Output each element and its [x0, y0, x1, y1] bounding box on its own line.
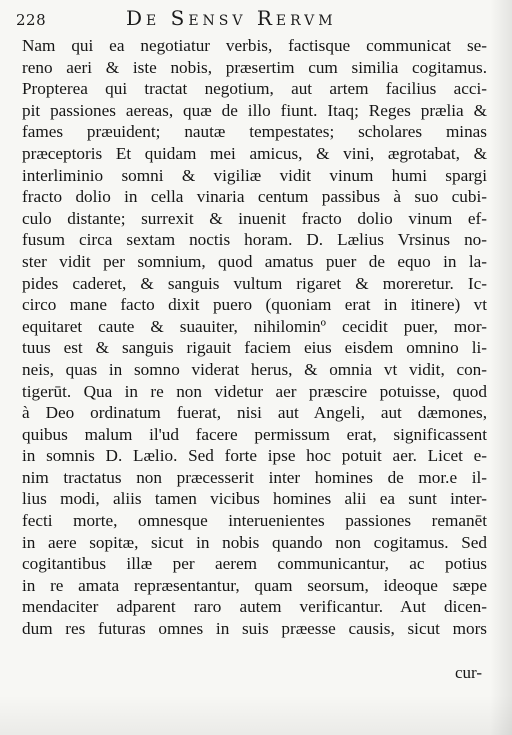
text-line: tigerūt. Qua in re non videtur aer præscire potuisse, quod: [22, 381, 487, 401]
text-line: mendaciter adparent raro autem verificantur. Aut dicen-: [22, 597, 487, 617]
text-line: in aere sopitæ, sicut in nobis quando non cogitamus. Sed: [22, 532, 487, 552]
text-line: præceptoris Et quidam mei amicus, & vini, ægrotabat, &: [22, 143, 487, 163]
text-line: reno aeri & iste nobis, præsertim cum similia cogitamus.: [22, 57, 487, 77]
text-line: equitaret caute & suauiter, nihilominº cecidit puer, mor-: [22, 316, 487, 336]
text-line: pit passiones aereas, quæ de illo fiunt. Itaq; Reges prælia &: [22, 100, 487, 120]
page-edge-shadow: [490, 0, 512, 735]
text-line: fecti morte, omnesque interuenientes passiones remanēt: [22, 511, 487, 531]
text-line: cogitantibus illæ per aerem communicantur, ac potius: [22, 554, 487, 574]
running-head: De Sensv Rervm: [126, 6, 337, 30]
catchword: cur-: [454, 663, 482, 682]
text-line: culo distante; surrexit & inuenit fracto dolio vinum ef-: [22, 208, 487, 228]
text-line: pides caderet, & sanguis vultum rigaret & moreretur. Ic-: [22, 273, 487, 293]
page-header: [14, 4, 498, 32]
text-line: nim tractatus non præcesserit inter homines de mor.e il-: [22, 467, 487, 487]
text-line: fusum circa sextam noctis horam. D. Lælius Vrsinus no-: [22, 230, 487, 250]
text-line: dum res futuras omnes in suis præesse causis, sicut mors: [22, 619, 487, 639]
text-line: neis, quas in somno viderat herus, & omnia vt vidit, con-: [22, 359, 487, 379]
text-line: fracto dolio in cella vinaria centum passibus à suo cubi-: [22, 187, 487, 207]
text-line: Nam qui ea negotiatur verbis, factisque communicat se-: [22, 36, 487, 55]
text-line: circo mane facto dixit puero (quoniam erat in itinere) vt: [22, 295, 487, 315]
text-line: lius modi, aliis tamen vicibus homines alii ea sunt inter-: [22, 489, 487, 509]
text-line: quibus malum il'ud facere permissum erat, significassent: [22, 424, 487, 444]
body-text: [22, 35, 487, 640]
text-line: in re amata repræsentantur, quam seorsum, ideoque sæpe: [22, 575, 487, 595]
text-line: in somnis D. Lælio. Sed forte ipse hoc potuit aer. Licet e-: [22, 446, 487, 466]
text-line: tuus est & sanguis rigauit faciem eius eisdem omnino li-: [22, 338, 487, 358]
text-line: ster vidit per somnium, quod amatus puer de equo in la-: [22, 251, 487, 271]
text-line: interliminio somni & vigiliæ vidit vinum humi spargi: [22, 165, 487, 185]
page-number: 228: [16, 11, 47, 29]
text-line: Propterea qui tractat negotium, aut artem facilius acci-: [22, 79, 487, 99]
text-line: fames præuident; nautæ tempestates; scholares minas: [22, 122, 487, 142]
page-bottom-shadow: [0, 695, 512, 735]
text-line: à Deo ordinatum fuerat, nisi aut Angeli, aut dæmones,: [22, 403, 487, 423]
